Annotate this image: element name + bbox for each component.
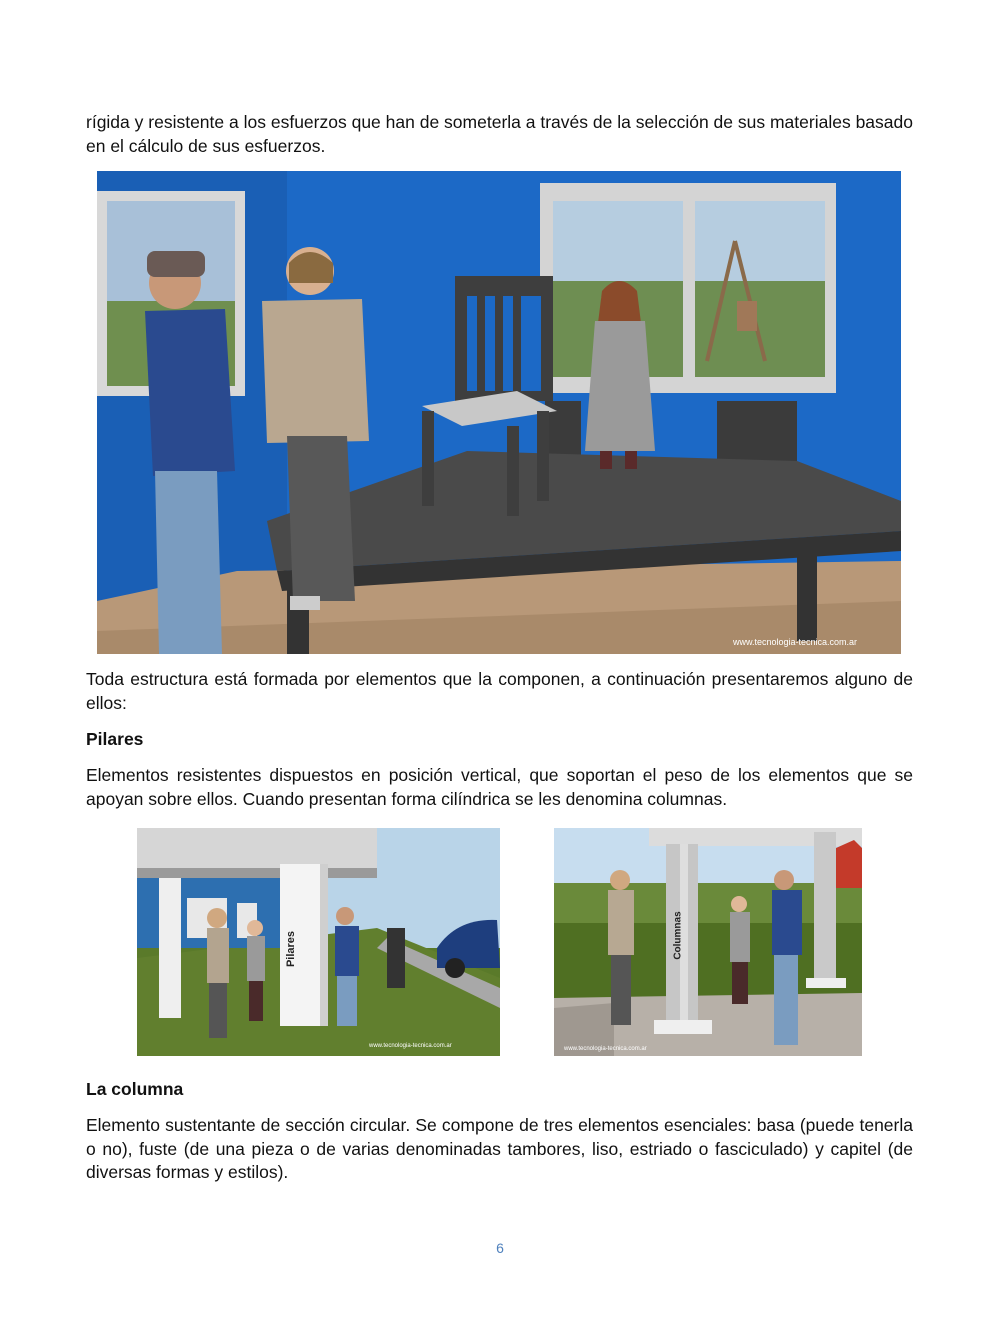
room-illustration (97, 171, 901, 654)
main-figure-watermark: www.tecnologia-tecnica.com.ar (733, 637, 858, 647)
pilares-heading: Pilares (86, 729, 144, 749)
pilares-figure (137, 828, 500, 1056)
columna-paragraph: Elemento sustentante de sección circular. Se compone de tres elementos esenciales: basa (puede tenerla o no), fuste (de una pieza o de varias denominadas tambores, liso, estriado o fasciculado) y capitel (de diversas formas y estilos). (86, 1115, 913, 1182)
columnas-figure-watermark: www.tecnologia-tecnica.com.ar (564, 1046, 647, 1052)
elements-paragraph: Toda estructura está formada por elementos que la componen, a continuación presentaremos alguno de ellos: (86, 669, 913, 713)
pilares-label: Pilares (285, 930, 298, 968)
columnas-figure (554, 828, 862, 1056)
pilares-figure-watermark: www.tecnologia-tecnica.com.ar (369, 1043, 452, 1049)
pilares-paragraph: Elementos resistentes dispuestos en posición vertical, que soportan el peso de los elementos que se apoyan sobre ellos. Cuando presentan forma cilíndrica se les denomina columnas. (86, 765, 913, 809)
main-figure-room (97, 171, 901, 654)
pilares-illustration (137, 828, 500, 1056)
columna-heading: La columna (86, 1079, 184, 1099)
intro-paragraph: rígida y resistente a los esfuerzos que han de someterla a través de la selección de sus materiales basado en el cálculo de sus esfuerzos. (86, 112, 913, 156)
columnas-label: Columnas (672, 911, 684, 960)
page-number: 6 (496, 1240, 504, 1256)
columnas-illustration (554, 828, 862, 1056)
